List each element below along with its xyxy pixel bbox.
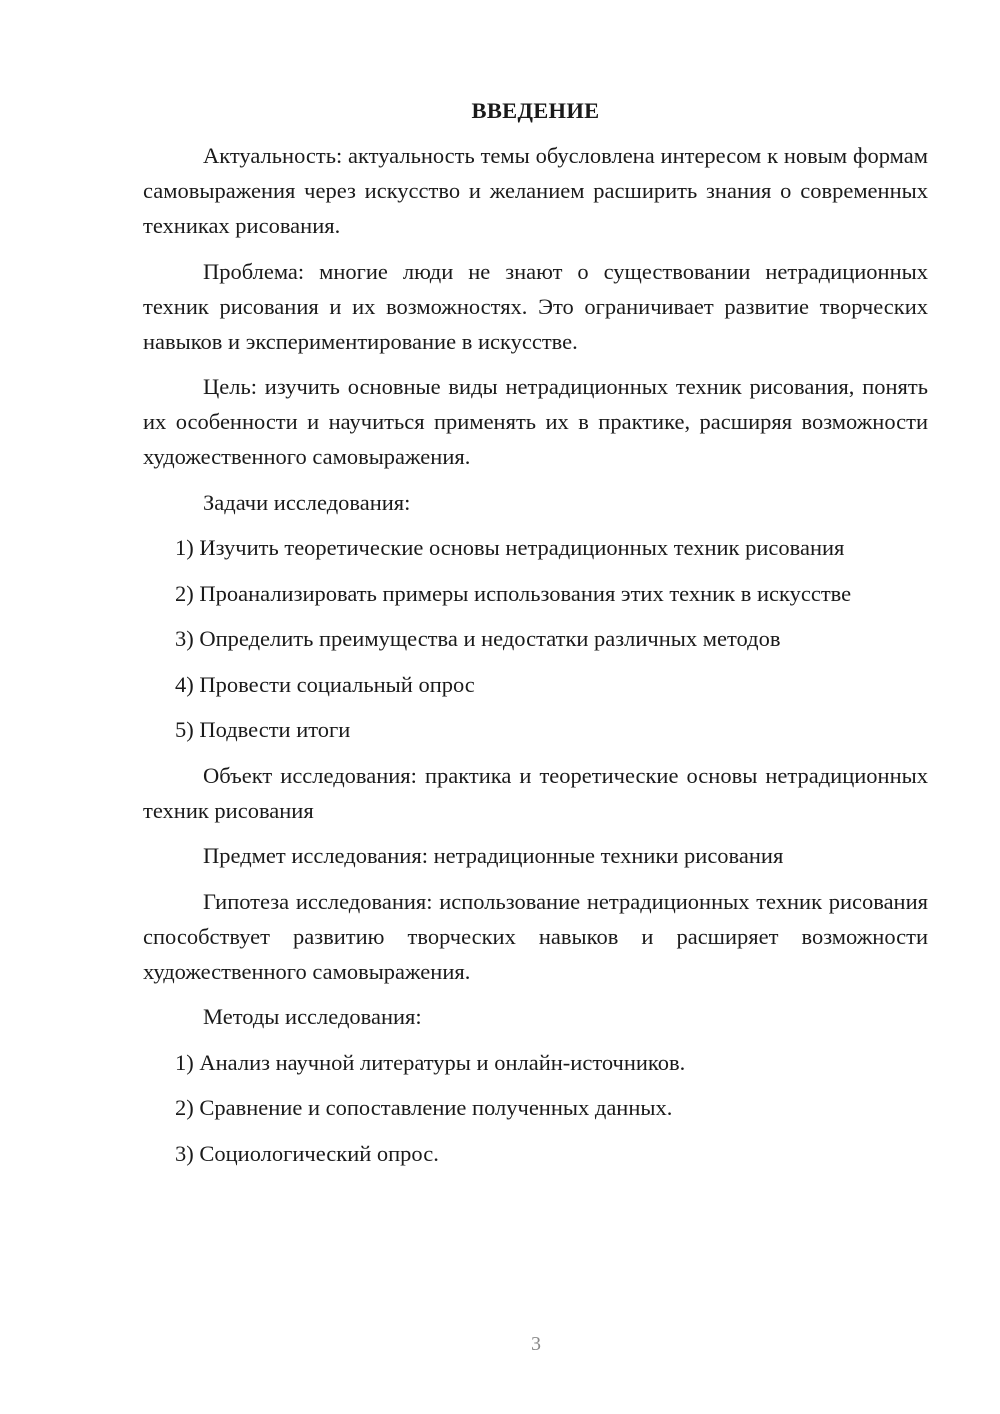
page-number: 3	[531, 1333, 541, 1355]
problem-paragraph: Проблема: многие люди не знают о существовании нетрадиционных техник рисования и их возможностях. Это ограничивает развитие творческих навыков и экспериментирование в искусстве.	[143, 258, 928, 354]
method-item: 2) Сравнение и сопоставление полученных данных.	[175, 1095, 673, 1120]
method-item: 1) Анализ научной литературы и онлайн-источников.	[175, 1049, 686, 1075]
methods-heading: Методы исследования:	[203, 1004, 422, 1029]
method-item: 3) Социологический опрос.	[175, 1140, 439, 1166]
subject-paragraph: Предмет исследования: нетрадиционные техники рисования	[203, 843, 784, 868]
tasks-heading: Задачи исследования:	[203, 489, 411, 515]
hypothesis-paragraph: Гипотеза исследования: использование нетрадиционных техник рисования способствует развитию творческих навыков и расширяет возможности художественного самовыражения.	[143, 888, 928, 984]
object-paragraph: Объект исследования: практика и теоретические основы нетрадиционных техник рисования	[143, 762, 928, 823]
task-item: 3) Определить преимущества и недостатки различных методов	[175, 626, 781, 651]
page-content	[143, 93, 928, 1181]
task-item: 5) Подвести итоги	[175, 717, 351, 742]
task-item: 4) Провести социальный опрос	[175, 671, 475, 697]
section-title: ВВЕДЕНИЕ	[471, 98, 600, 123]
goal-paragraph: Цель: изучить основные виды нетрадиционных техник рисования, понять их особенности и научиться применять их в практике, расширяя возможности художественного самовыражения.	[143, 374, 928, 469]
task-item: 1) Изучить теоретические основы нетрадиционных техник рисования	[175, 535, 845, 560]
task-item: 2) Проанализировать примеры использования этих техник в искусстве	[175, 580, 852, 606]
relevance-paragraph: Актуальность: актуальность темы обусловлена интересом к новым формам самовыражения через искусство и желанием расширить знания о современных техниках рисования.	[143, 143, 928, 238]
